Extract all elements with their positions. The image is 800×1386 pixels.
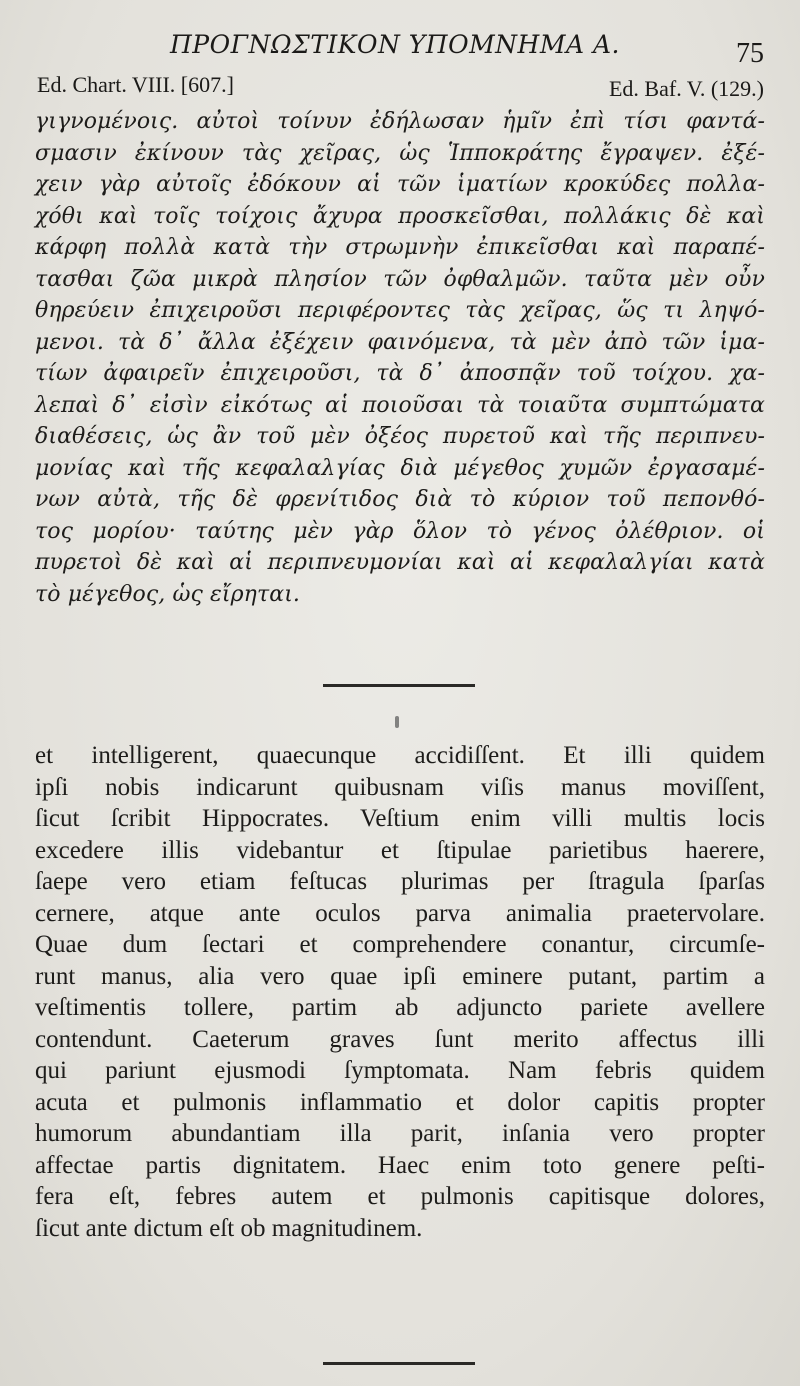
latin-line: et intelligerent, quaecunque accidiſſent. Et illi quidem	[35, 742, 765, 769]
greek-line: τασθαι ζῶα μικρὰ πλησίον τῶν ὀφθαλμῶν. ταῦτα μὲν οὖν	[35, 266, 765, 292]
greek-line: γιγνομένοις. αὐτοὶ τοίνυν ἐδήλωσαν ἡμῖν ἐπὶ τίσι φαντά-	[35, 109, 765, 134]
greek-line: τὸ μέγεθος, ὡς εἴρηται.	[35, 581, 301, 607]
greek-line: θηρεύειν ἐπιχειροῦσι περιφέροντες τὰς χεῖρας, ὥς τι ληψό-	[35, 298, 765, 323]
latin-line: fera eſt, febres autem et pulmonis capitisque dolores,	[35, 1183, 765, 1210]
latin-line: ſicut ſcribit Hippocrates. Veſtium enim villi multis locis	[35, 805, 765, 832]
greek-text	[35, 106, 765, 610]
latin-line: qui pariunt ejusmodi ſymptomata. Nam febris quidem	[35, 1057, 765, 1084]
greek-line: τίων ἀφαιρεῖν ἐπιχειροῦσι, τὰ δ᾽ ἀποσπᾷν τοῦ τοίχου. χα-	[35, 361, 765, 386]
greek-line: νων αὐτὰ, τῆς δὲ φρενίτιδος διὰ τὸ κύριον τοῦ πεπονθό-	[35, 487, 765, 512]
ink-speck	[395, 716, 399, 728]
greek-line: πυρετοὶ δὲ καὶ αἱ περιπνευμονίαι καὶ αἱ κεφαλαλγίαι κατὰ	[35, 550, 765, 575]
latin-translation	[35, 740, 765, 1244]
section-divider-bottom	[323, 1362, 475, 1365]
edition-reference-left: Ed. Chart. VIII. [607.]	[37, 72, 234, 97]
latin-line: affectae partis dignitatem. Haec enim toto genere peſti-	[35, 1151, 765, 1179]
greek-line: τος μορίου· ταύτης μὲν γὰρ ὅλον τὸ γένος ὀλέθριον. οἱ	[35, 518, 765, 544]
latin-line: ipſi nobis indicarunt quibusnam viſis manus moviſſent,	[35, 773, 765, 801]
latin-line: veſtimentis tollere, partim ab adjuncto pariete avellere	[35, 994, 765, 1021]
latin-line: humorum abundantiam illa parit, inſania vero propter	[35, 1120, 765, 1147]
greek-line: διαθέσεις, ὡς ἂν τοῦ μὲν ὀξέος πυρετοῦ καὶ τῆς περιπνευ-	[35, 424, 765, 449]
running-head: ΠΡΟΓΝΩΣΤΙΚΟΝ ΥΠΟΜΝΗΜΑ Α.	[170, 30, 620, 59]
greek-line: λεπαὶ δ᾽ εἰσὶν εἰκότως αἱ ποιοῦσαι τὰ τοιαῦτα συμπτώματα	[35, 392, 765, 418]
greek-line: χόθι καὶ τοῖς τοίχοις ἄχυρα προσκεῖσθαι, πολλάκις δὲ καὶ	[35, 203, 765, 229]
greek-line: σμασιν ἐκίνουν τὰς χεῖρας, ὡς Ἱπποκράτης ἔγραψεν. ἐξέ-	[35, 140, 765, 166]
latin-line: Quae dum ſectari et comprehendere conantur, circumſe-	[35, 931, 765, 958]
latin-line: contendunt. Caeterum graves ſunt merito affectus illi	[35, 1025, 765, 1053]
section-divider-top	[323, 684, 475, 687]
greek-line: χειν γὰρ αὐτοῖς ἐδόκουν αἱ τῶν ἱματίων κροκύδες πολλα-	[35, 172, 765, 197]
greek-line: κάρφη πολλὰ κατὰ τὴν στρωμνὴν ἐπικεῖσθαι καὶ παραπέ-	[35, 235, 765, 260]
page-number: 75	[736, 38, 764, 69]
latin-line: ſaepe vero etiam feſtucas plurimas per ſtragula ſparſas	[35, 868, 765, 895]
latin-line: ſicut ante dictum eſt ob magnitudinem.	[35, 1214, 423, 1242]
greek-line: μενοι. τὰ δ᾽ ἄλλα ἐξέχειν φαινόμενα, τὰ μὲν ἀπὸ τῶν ἱμα-	[35, 329, 765, 355]
edition-reference-right: Ed. Baf. V. (129.)	[608, 76, 764, 101]
latin-line: excedere illis videbantur et ſtipulae parietibus haerere,	[35, 836, 765, 864]
latin-line: acuta et pulmonis inflammatio et dolor capitis propter	[35, 1088, 765, 1116]
greek-line: μονίας καὶ τῆς κεφαλαλγίας διὰ μέγεθος χυμῶν ἐργασαμέ-	[35, 455, 765, 481]
latin-line: cernere, atque ante oculos parva animalia praetervolare.	[35, 899, 765, 927]
latin-line: runt manus, alia vero quae ipſi eminere putant, partim a	[35, 962, 765, 990]
